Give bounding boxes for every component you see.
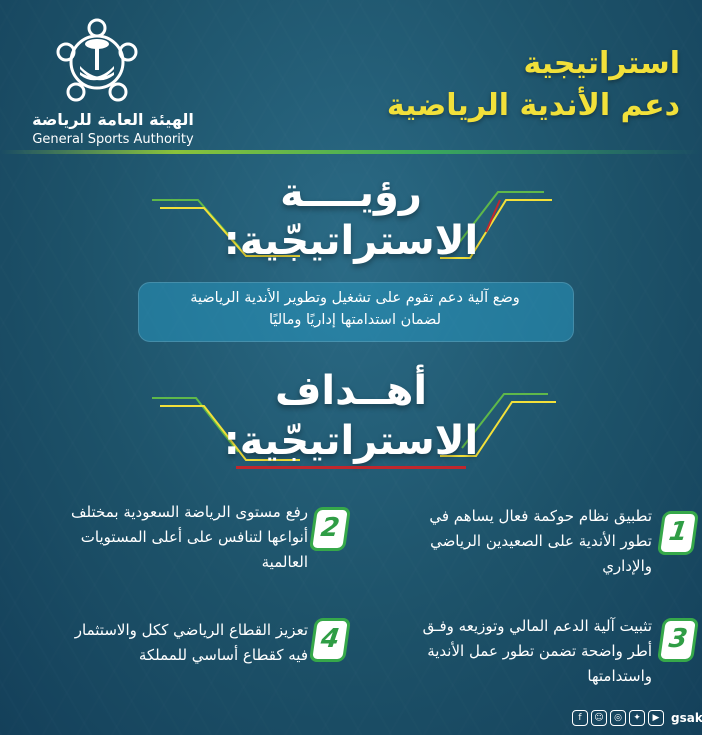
- goal-1-line2: تطور الأندية على الصعيدين الرياضي: [430, 532, 652, 550]
- main-title-line1: استراتيجية: [523, 46, 680, 81]
- main-title-line2: دعم الأندية الرياضية: [386, 88, 680, 123]
- vision-text-line1: وضع آلية دعم تقوم على تشغيل وتطوير الأندية الرياضية: [190, 290, 520, 306]
- goal-4-line1: تعزيز القطاع الرياضي ككل والاستثمار: [74, 621, 308, 639]
- org-name-english: General Sports Authority: [32, 132, 194, 147]
- goal-2-number-badge: 2: [309, 507, 351, 551]
- social-bar: [572, 708, 718, 728]
- youtube-icon[interactable]: ▶: [648, 710, 664, 726]
- goal-1-text: [360, 504, 652, 579]
- goal-2-line1: رفع مستوى الرياضة السعودية بمختلف: [71, 503, 308, 521]
- vision-text: [138, 287, 572, 331]
- vision-text-line2: لضمان استدامتها إداريًا وماليًا: [268, 312, 442, 328]
- goal-4-text: [10, 618, 308, 668]
- vision-heading-sub: الاستراتيجّية:: [223, 218, 479, 264]
- goal-2-text: [10, 500, 308, 575]
- social-handle: gsaksa: [671, 711, 718, 725]
- instagram-icon[interactable]: ◎: [610, 710, 626, 726]
- goal-2-line3: العالمية: [261, 553, 308, 571]
- goal-3-line3: واستدامتها: [587, 667, 652, 685]
- twitter-icon[interactable]: ✦: [629, 710, 645, 726]
- header-divider: [0, 150, 702, 154]
- snapchat-icon[interactable]: ☺: [591, 710, 607, 726]
- goal-2-line2: أنواعها لتنافس على أعلى المستويات: [80, 528, 308, 546]
- goals-heading-sub: الاستراتيجّية:: [223, 418, 479, 464]
- goal-4-number-badge: 4: [309, 618, 351, 662]
- goal-1-number-badge: 1: [657, 511, 699, 555]
- goals-underline: [236, 466, 466, 469]
- goal-3-number-badge: 3: [657, 618, 699, 662]
- goal-3-line1: تثبيت آلية الدعم المالي وتوزيعه وفـق: [422, 617, 652, 635]
- org-name-arabic: الهيئة العامة للرياضة: [32, 110, 194, 129]
- goal-1-line3: والإداري: [602, 557, 652, 575]
- goal-3-line2: أطر واضحة تضمن تطور عمل الأندية: [427, 642, 652, 660]
- goal-1-line1: تطبيق نظام حوكمة فعال يساهم في: [429, 507, 652, 525]
- gsa-logo-icon: [52, 14, 142, 109]
- vision-heading: رؤيــــة: [280, 170, 422, 216]
- goal-4-line2: فيه كقطاع أساسي للمملكة: [138, 646, 308, 664]
- goals-heading: أهــداف: [274, 368, 428, 414]
- goal-3-text: [360, 614, 652, 689]
- facebook-icon[interactable]: f: [572, 710, 588, 726]
